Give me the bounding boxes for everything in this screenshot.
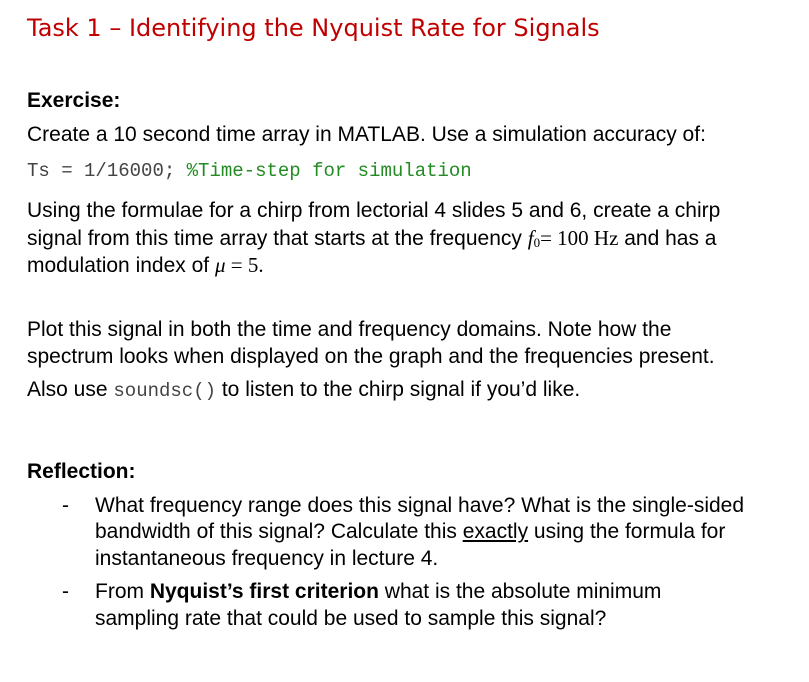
para2-line3 [27,378,580,402]
code-var: Ts [27,160,50,182]
bullet2-line1 [95,580,661,604]
bullet1-line3: instantaneous frequency in lecture 4. [95,547,439,570]
para1-line3-pre: modulation index of [27,254,215,277]
page-title: Task 1 – Identifying the Nyquist Rate for Signals [27,14,600,42]
para1-line2-pre: signal from this time array that starts at the frequency [27,227,528,250]
bullet2-line1-post: what is the absolute minimum [378,580,662,603]
para2-line2: spectrum looks when displayed on the graph and the frequencies present. [27,345,715,368]
f0-subscript: 0 [533,235,541,250]
bullet-dash-1: - [62,494,69,517]
para2-line3-post: to listen to the chirp signal if you’d like. [216,378,581,401]
bullet1-line2-post: using the formula for [528,520,726,543]
para1-line2-post: and has a [618,227,717,250]
para1-line2 [27,226,717,251]
exercise-intro: Create a 10 second time array in MATLAB. Use a simulation accuracy of: [27,123,706,146]
exactly-underlined: exactly [462,520,529,543]
mu-value: = 5. [225,253,264,277]
f0-symbol: f [527,226,534,250]
bullet1-line2-pre: bandwidth of this signal? Calculate this [95,520,463,543]
code-line [27,160,472,182]
bullet-dash-2: - [62,580,69,603]
para2-line1: Plot this signal in both the time and frequency domains. Note how the [27,318,672,341]
para1-line1: Using the formulae for a chirp from lectorial 4 slides 5 and 6, create a chirp [27,199,721,222]
mu-symbol: μ [214,253,226,277]
para2-line3-pre: Also use [27,378,114,401]
code-comment: %Time-step for simulation [175,160,472,182]
f0-value: = 100 Hz [540,226,619,250]
reflection-heading: Reflection: [27,460,136,483]
soundsc-code: soundsc() [113,380,217,402]
bullet1-line1: What frequency range does this signal have? What is the single-sided [95,494,745,517]
exercise-heading: Exercise: [27,89,121,112]
code-eq: = [49,160,85,182]
bullet2-line1-pre: From [95,580,150,603]
nyquist-criterion-bold: Nyquist’s first criterion [149,580,379,603]
para1-line3 [27,253,264,278]
bullet1-line2 [95,520,725,544]
bullet2-line2: sampling rate that could be used to sample this signal? [95,607,607,630]
code-value: 1/16000; [84,160,176,182]
